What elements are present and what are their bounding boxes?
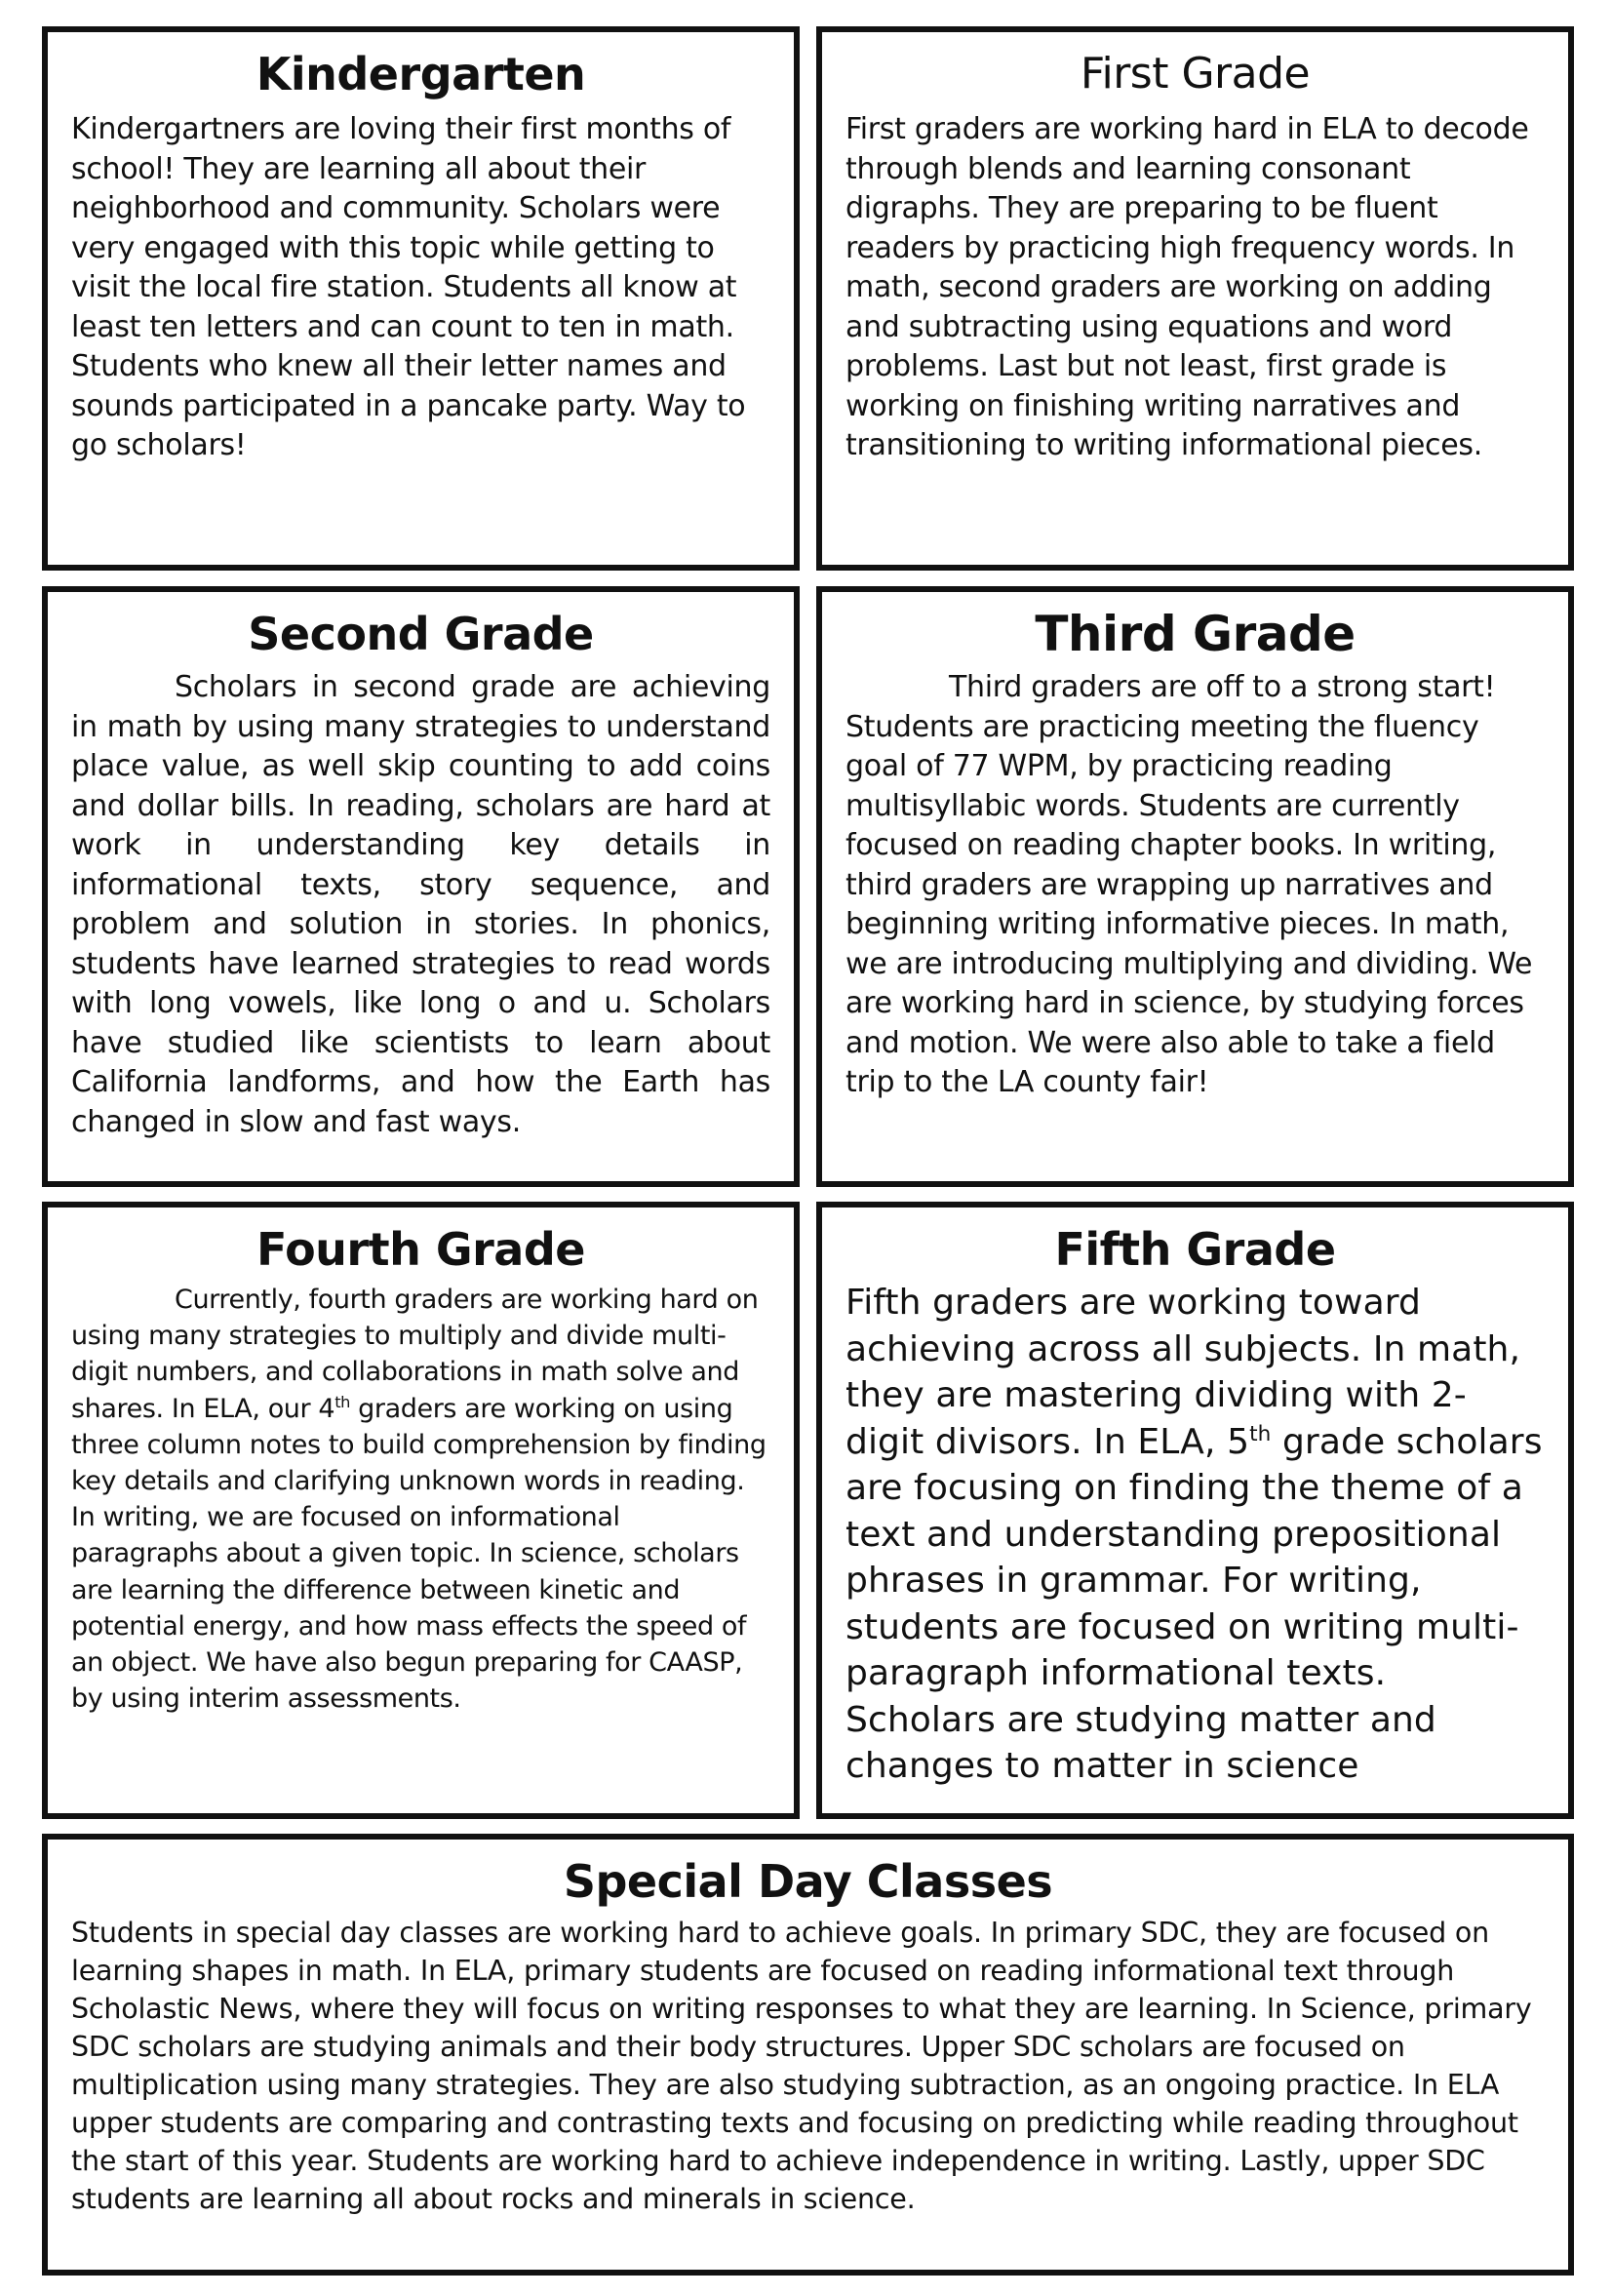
fifth-grade-body [845,1280,1545,1790]
fourth-grade-ordinal-suffix: th [334,1392,350,1411]
special-day-classes-title: Special Day Classes [563,1855,1053,1908]
kindergarten-body: Kindergartners are loving their first months of school! They are learning all about their neighborhood and community. Scholars were very engaged with this topic while getting to visit the local fire station. Students all know at least ten letters and can count to ten in math. Students who knew all their letter names and sounds participated in a pancake party. Way to go scholars! [71,112,746,462]
fourth-grade-title: Fourth Grade [256,1223,585,1276]
special-day-classes-box [42,1834,1574,2276]
first-grade-title: First Grade [1080,49,1311,99]
fourth-grade-body-part2: graders are working on using three column notes to build comprehension by finding key details and clarifying unknown words in reading. In writing, we are focused on informational paragraphs about a given topic. In science, scholars are learning the difference between kinetic and potential energy, and how mass effects the speed of an object. We have also begun preparing for CAASP, by using interim assessments. [71,1393,767,1715]
third-grade-box [816,586,1574,1187]
first-grade-box [816,26,1574,571]
first-grade-body: First graders are working hard in ELA to decode through blends and learning consonant digraphs. They are preparing to be fluent readers by practicing high frequency words. In math, second graders are working on adding and subtracting using equations and word problems. Last but not least, first grade is working on finishing writing narratives and transitioning to writing informational pieces. [845,112,1529,462]
special-day-classes-body: Students in special day classes are working hard to achieve goals. In primary SDC, they are focused on learning shapes in math. In ELA, primary students are focused on reading informational text through Scholastic News, where they will focus on writing responses to what they are learning. In Science, primary SDC scholars are studying animals and their body structures. Upper SDC scholars are focused on multiplication using many strategies. They are also studying subtraction, as an ongoing practice. In ELA upper students are comparing and contrasting texts and focusing on predicting while reading throughout the start of this year. Students are working hard to achieve independence in writing. Lastly, upper SDC students are learning all about rocks and minerals in science. [71,1917,1532,2215]
second-grade-body: Scholars in second grade are achieving in math by using many strategies to understand place value, as well skip counting to add coins and dollar bills. In reading, scholars are hard at work in understanding key details in informational texts, story sequence, and problem and solution in stories. In phonics, students have learned strategies to read words with long vowels, like long o and u. Scholars have studied like scientists to learn about California landforms, and how the Earth has changed in slow and fast ways. [71,670,770,1139]
fifth-grade-body-part1: Fifth graders are working toward achieving across all subjects. In math, they are mastering dividing with 2-digit divisors. In ELA, 5 [845,1283,1520,1462]
fifth-grade-box [816,1202,1574,1819]
kindergarten-box [42,26,800,571]
second-grade-box [42,586,800,1187]
fifth-grade-body-part2: grade scholars are focusing on finding the theme of a text and understanding prepositional phrases in grammar. For writing, students are focused on writing multi-paragraph informational texts. Scholars are studying matter and changes to matter in science [845,1421,1543,1786]
kindergarten-title: Kindergarten [256,48,586,100]
second-grade-title: Second Grade [248,608,594,660]
third-grade-title: Third Grade [1035,606,1356,662]
fourth-grade-box [42,1202,800,1819]
fifth-grade-title: Fifth Grade [1054,1223,1336,1276]
fifth-grade-ordinal-suffix: th [1249,1421,1272,1446]
fourth-grade-body-part1: Currently, fourth graders are working hard on using many strategies to multiply and divide multi-digit numbers, and collaborations in math solve and shares. In ELA, our 4 [71,1285,759,1424]
fourth-grade-body [71,1282,770,1717]
third-grade-body: Third graders are off to a strong start! Students are practicing meeting the fluency goal of 77 WPM, by practicing reading multisyllabic words. Students are currently focused on reading chapter books. In writing, third graders are wrapping up narratives and beginning writing informative pieces. In math, we are introducing multiplying and dividing. We are working hard in science, by studying forces and motion. We were also able to take a field trip to the LA county fair! [845,670,1533,1099]
